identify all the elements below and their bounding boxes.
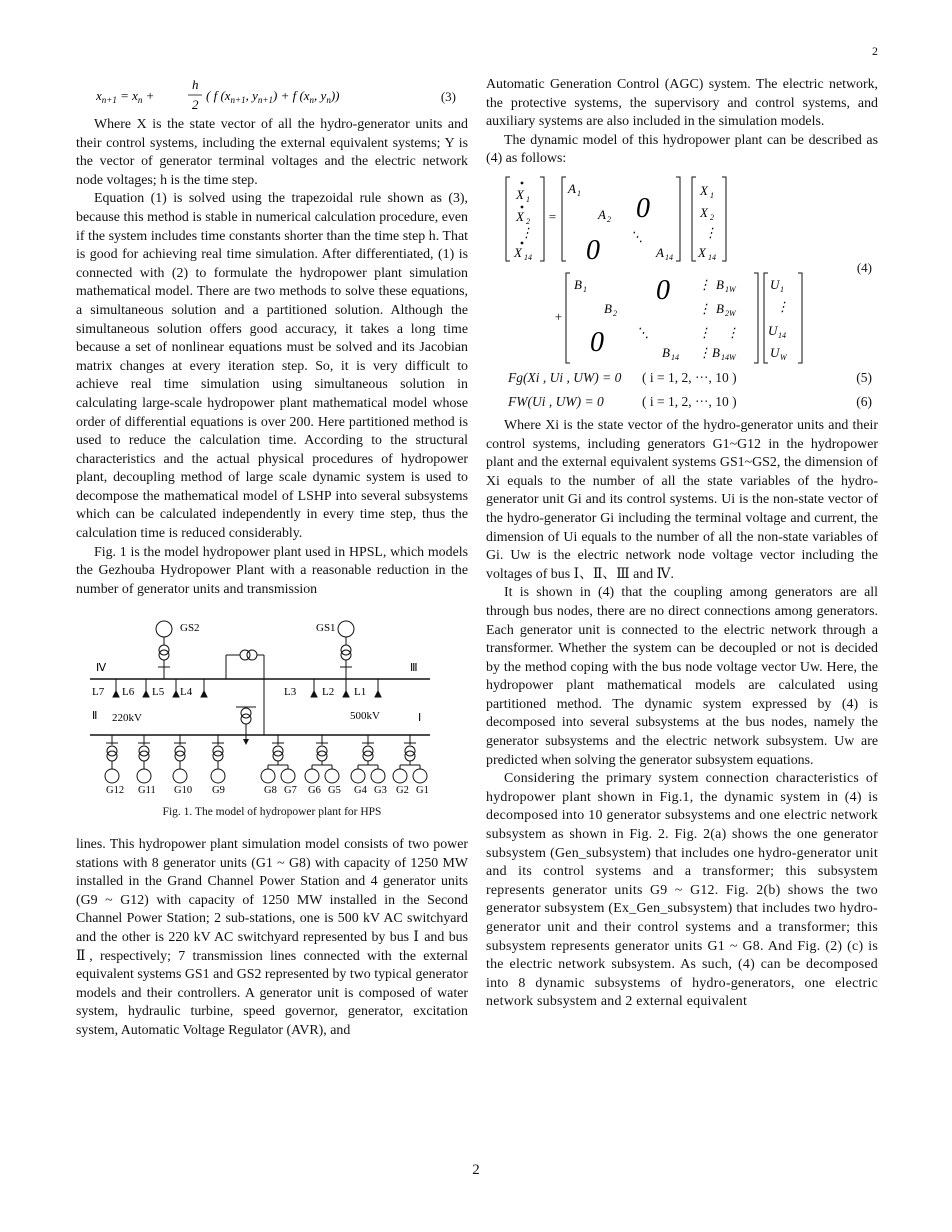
generator-label: G4 [354, 785, 367, 796]
svg-text:U: U [770, 276, 780, 292]
svg-text:0: 0 [636, 192, 650, 224]
svg-text:⋱: ⋱ [630, 228, 643, 244]
svg-text:U: U [770, 344, 780, 360]
generator-label: G7 [284, 785, 297, 796]
gen-g4-g3 [351, 735, 385, 783]
svg-text:14W: 14W [721, 352, 736, 362]
paragraph: The dynamic model of this hydropower plant can be described as (4) as follows: [486, 132, 878, 167]
hydropower-plant-diagram [76, 615, 468, 795]
svg-text:14: 14 [708, 252, 716, 262]
label-220kv: 220kV [112, 712, 142, 725]
equation-5 [486, 369, 878, 393]
label-l1: L1 [354, 686, 367, 699]
generator-label: G5 [328, 785, 341, 796]
svg-text:⋮: ⋮ [520, 224, 533, 240]
svg-text:X: X [516, 208, 524, 224]
equation-5-number: (5) [856, 369, 872, 385]
svg-text:⋮: ⋮ [698, 324, 711, 340]
gs1-source [338, 621, 354, 679]
left-column [76, 76, 468, 1041]
right-column [486, 76, 878, 1012]
label-l6: L6 [122, 686, 135, 699]
generator-label: G1 [416, 785, 429, 796]
page-number-bottom: 2 [472, 1162, 480, 1178]
svg-text:1: 1 [710, 190, 714, 200]
generator-label: G6 [308, 785, 321, 796]
svg-text:14: 14 [671, 352, 679, 362]
equation-5-range: ( i = 1, 2, ···, 10 ) [642, 369, 737, 385]
equation-6-number: (6) [856, 393, 872, 409]
equation-4-matrix [486, 169, 878, 369]
svg-text:X: X [698, 244, 706, 260]
svg-text:2: 2 [607, 214, 611, 224]
generator-label: G9 [212, 785, 225, 796]
svg-text:14: 14 [665, 252, 673, 262]
equation-6-lhs: FW(Ui , UW) = 0 [508, 393, 604, 409]
equation-4 [486, 169, 878, 369]
generator-units [105, 735, 427, 783]
gen-g2-g1 [393, 735, 427, 783]
svg-text:⋮: ⋮ [776, 298, 789, 314]
svg-text:14: 14 [778, 330, 786, 340]
paragraph: Considering the primary system connection characteristics of hydropower plant shown in Fig.1, the dynamic system in (4) is decomposed into 10 generator subsystems and one electric network subsystem as shown in Fig. 2. Fig. 2(a) shows the one generator subsystem (Gen_subsystem) that includes one hydro-generator unit and its control systems and a transformer; this subsystem represents generator units G9 ~ G12. Fig. 2(b) shows the two generator subsystem (Ex_Gen_subsystem) that includes two hydro-generator unit and their control systems and a transformer; this subsystem represents generator units G1 ~ G8. And Fig. (2) (c) is the electric network subsystem. As such, (4) can be decomposed into 8 dynamic subsystems of hydro-generators, one electric network subsystem and 2 external equivalent [486, 771, 878, 1010]
svg-text:B: B [716, 300, 724, 316]
paragraph: lines. This hydropower plant simulation model consists of two power stations with 8 generator units (G1 ~ G8) with capacity of 1250 MW installed in the Grand Channel Power Station and 4 generator units (G9 ~ G12) with capacity of 1250 MW installed in the Second Channel Power Station; 2 sub-stations, one is 500 kV AC switchyard and the other is 220 kV AC switchyard represented by bus Ⅰ and bus Ⅱ, respectively; 7 transmission lines connected with the external equivalent systems GS1 and GS2 represented by two typical generator models and their controllers. A generator unit is composed of water system, hydraulic turbine, speed governor, generator, excitation system, Automatic Voltage Regulator (AVR), and [76, 837, 468, 1038]
gen-g6-g5 [305, 735, 339, 783]
gen-g12 [105, 735, 119, 783]
gen-g9 [211, 735, 225, 783]
equation-3-formula [96, 76, 396, 116]
svg-text:0: 0 [590, 326, 604, 358]
paragraph: Equation (1) is solved using the trapezoidal rule shown as (3), because this method is stable in numerical calculation procedure, even if the system includes time constants shorter than the time step h. That is good for achieving real time simulation. After differentiated, (1) is connected with (2) to formulate the hydropower plant simulation mathematical model. There are two methods to solve these equations, a simultaneous solution and a partitioned solution. Although the simultaneous solution offers good accuracy, it takes a long time because a set of nonlinear equations must be solved and its Jacobian matrix changes at every iteration step. So, it is very difficult to achieve real time simulation using simultaneous solution in calculating large-scale hydropower plant mathematical model whose order of differential equations is over 200. Here partitioned method is used to reduce the calculation time. According to the structural characteristics and the actual physical procedures of hydropower plant, decoupling method of large scale dynamic system is used to decompose the mathematical model of LSHP into several subsystems which can be calculated independently in every time step, thus the calculation time is reduced considerably. [76, 191, 468, 542]
generator-label: G8 [264, 785, 277, 796]
label-gs1: GS1 [316, 622, 336, 635]
svg-text:B: B [604, 300, 612, 316]
gs2-source [156, 621, 172, 679]
svg-text:B: B [574, 276, 582, 292]
svg-text:⋮: ⋮ [698, 300, 711, 316]
paragraph: Fig. 1 is the model hydropower plant used in HPSL, which models the Gezhouba Hydropower Plant with a reasonable reduction in the number of generator units and transmission [76, 544, 468, 597]
svg-text:1: 1 [583, 284, 587, 294]
equation-6-range: ( i = 1, 2, ···, 10 ) [642, 393, 737, 409]
svg-text:X: X [516, 186, 524, 202]
gen-g11 [137, 735, 151, 783]
svg-text:0: 0 [656, 274, 670, 306]
label-bus2: Ⅱ [92, 710, 98, 723]
svg-text:W: W [780, 352, 787, 362]
generator-label: G10 [174, 785, 193, 796]
svg-text:+: + [554, 308, 563, 324]
svg-text:X: X [514, 244, 522, 260]
gen-g8-g7 [261, 735, 295, 783]
label-l7: L7 [92, 686, 105, 699]
svg-text:B: B [712, 344, 720, 360]
generator-label: G2 [396, 785, 409, 796]
label-l2: L2 [322, 686, 335, 699]
label-bus3: Ⅲ [410, 662, 418, 675]
svg-text:B: B [662, 344, 670, 360]
svg-text:X: X [700, 182, 708, 198]
paragraph: Automatic Generation Control (AGC) system. The electric network, the protective systems, the supervisory and control systems, and auxiliary systems are also included in the simulation models. [486, 77, 878, 130]
svg-text:⋮: ⋮ [698, 276, 711, 292]
svg-text:1W: 1W [725, 284, 736, 294]
svg-text:⋱: ⋱ [636, 324, 649, 340]
svg-text:2: 2 [613, 308, 617, 318]
svg-text:⋮: ⋮ [726, 324, 739, 340]
svg-text:( f (xn+1, yn+1) + f (xn, yn)): ( f ($x_{n+1}$, $y_{n+1}) + f$ ($x_n$, $y_n$)) [206, 88, 340, 105]
generator-label: G11 [138, 785, 156, 796]
svg-text:2: 2 [526, 216, 530, 226]
svg-text:⋮: ⋮ [704, 224, 717, 240]
figure-1-caption: Fig. 1. The model of hydropower plant for HPS [162, 806, 382, 819]
svg-text:0: 0 [586, 234, 600, 266]
equation-6 [486, 393, 878, 417]
generator-label: G12 [106, 785, 125, 796]
label-bus1: Ⅰ [418, 712, 422, 725]
svg-text:⋮: ⋮ [698, 344, 711, 360]
svg-text:A: A [568, 180, 576, 196]
equation-3 [76, 76, 468, 116]
svg-text:U: U [768, 322, 778, 338]
label-500kv: 500kV [350, 710, 380, 723]
label-l4: L4 [180, 686, 193, 699]
svg-text:2W: 2W [725, 308, 736, 318]
paragraph: It is shown in (4) that the coupling among generators are all through bus nodes, there are no direct connections among generators. Each generator unit is connected to the electric network through a transformer. Whether the system can be decoupled or not is decided by the method coping with the bus node voltage vector Uw. Here, the hydropower plant mathematical models are calculated using partitioned method. The dynamic system expressed by (4) is decomposed into several subsystems at the bus nodes, namely the generator subsystems and the electric network subsystem. Uw are predicted when solving the generator subsystem equations. [486, 585, 878, 768]
svg-text:2: 2 [192, 97, 199, 112]
label-l5: L5 [152, 686, 165, 699]
svg-text:2: 2 [710, 212, 714, 222]
equation-3-number: (3) [440, 89, 456, 104]
paragraph: Where Xi is the state vector of the hydro-generator units and their control systems, including generators G1~G12 in the hydropower plant and the external equivalent systems GS1~GS2, the dimension of Xi equals to the number of all the state variables of the hydro-generator unit Gi and its control systems. Ui is the non-state vector of the hydro-generator Gi including the terminal voltage and current, the dimension of Ui equals to the number of all the non-state variables of Gi. Uw is the electric network node voltage vector including the voltages of bus Ⅰ、Ⅱ、Ⅲ and Ⅳ. [486, 417, 878, 582]
svg-text:h: h [192, 77, 199, 92]
label-bus4: Ⅳ [96, 662, 107, 675]
figure-1 [76, 615, 468, 795]
svg-text:=: = [548, 208, 557, 224]
svg-text:1: 1 [526, 194, 530, 204]
svg-text:14: 14 [524, 252, 532, 262]
generator-label: G3 [374, 785, 387, 796]
svg-text:1: 1 [577, 188, 581, 198]
equation-5-lhs: Fg(Xi , Ui , UW) = 0 [508, 369, 622, 385]
bus-tie-transformer [226, 650, 264, 745]
equation-4-number: (4) [856, 259, 872, 275]
svg-text:X: X [700, 204, 708, 220]
gen-g10 [173, 735, 187, 783]
page-number-top: 2 [872, 44, 878, 58]
label-gs2: GS2 [180, 622, 200, 635]
svg-text:A: A [656, 244, 664, 260]
paragraph: Where X is the state vector of all the hydro-generator units and their control systems, including the external equivalent systems; Y is the vector of generator terminal voltages and the electric network node voltages; h is the time step. [76, 117, 468, 188]
svg-text:B: B [716, 276, 724, 292]
label-l3: L3 [284, 686, 297, 699]
svg-text:xn+1 = xn +: $x_{n+1} = x_n$ + [96, 88, 155, 105]
svg-text:1: 1 [780, 284, 784, 294]
svg-text:A: A [598, 206, 606, 222]
